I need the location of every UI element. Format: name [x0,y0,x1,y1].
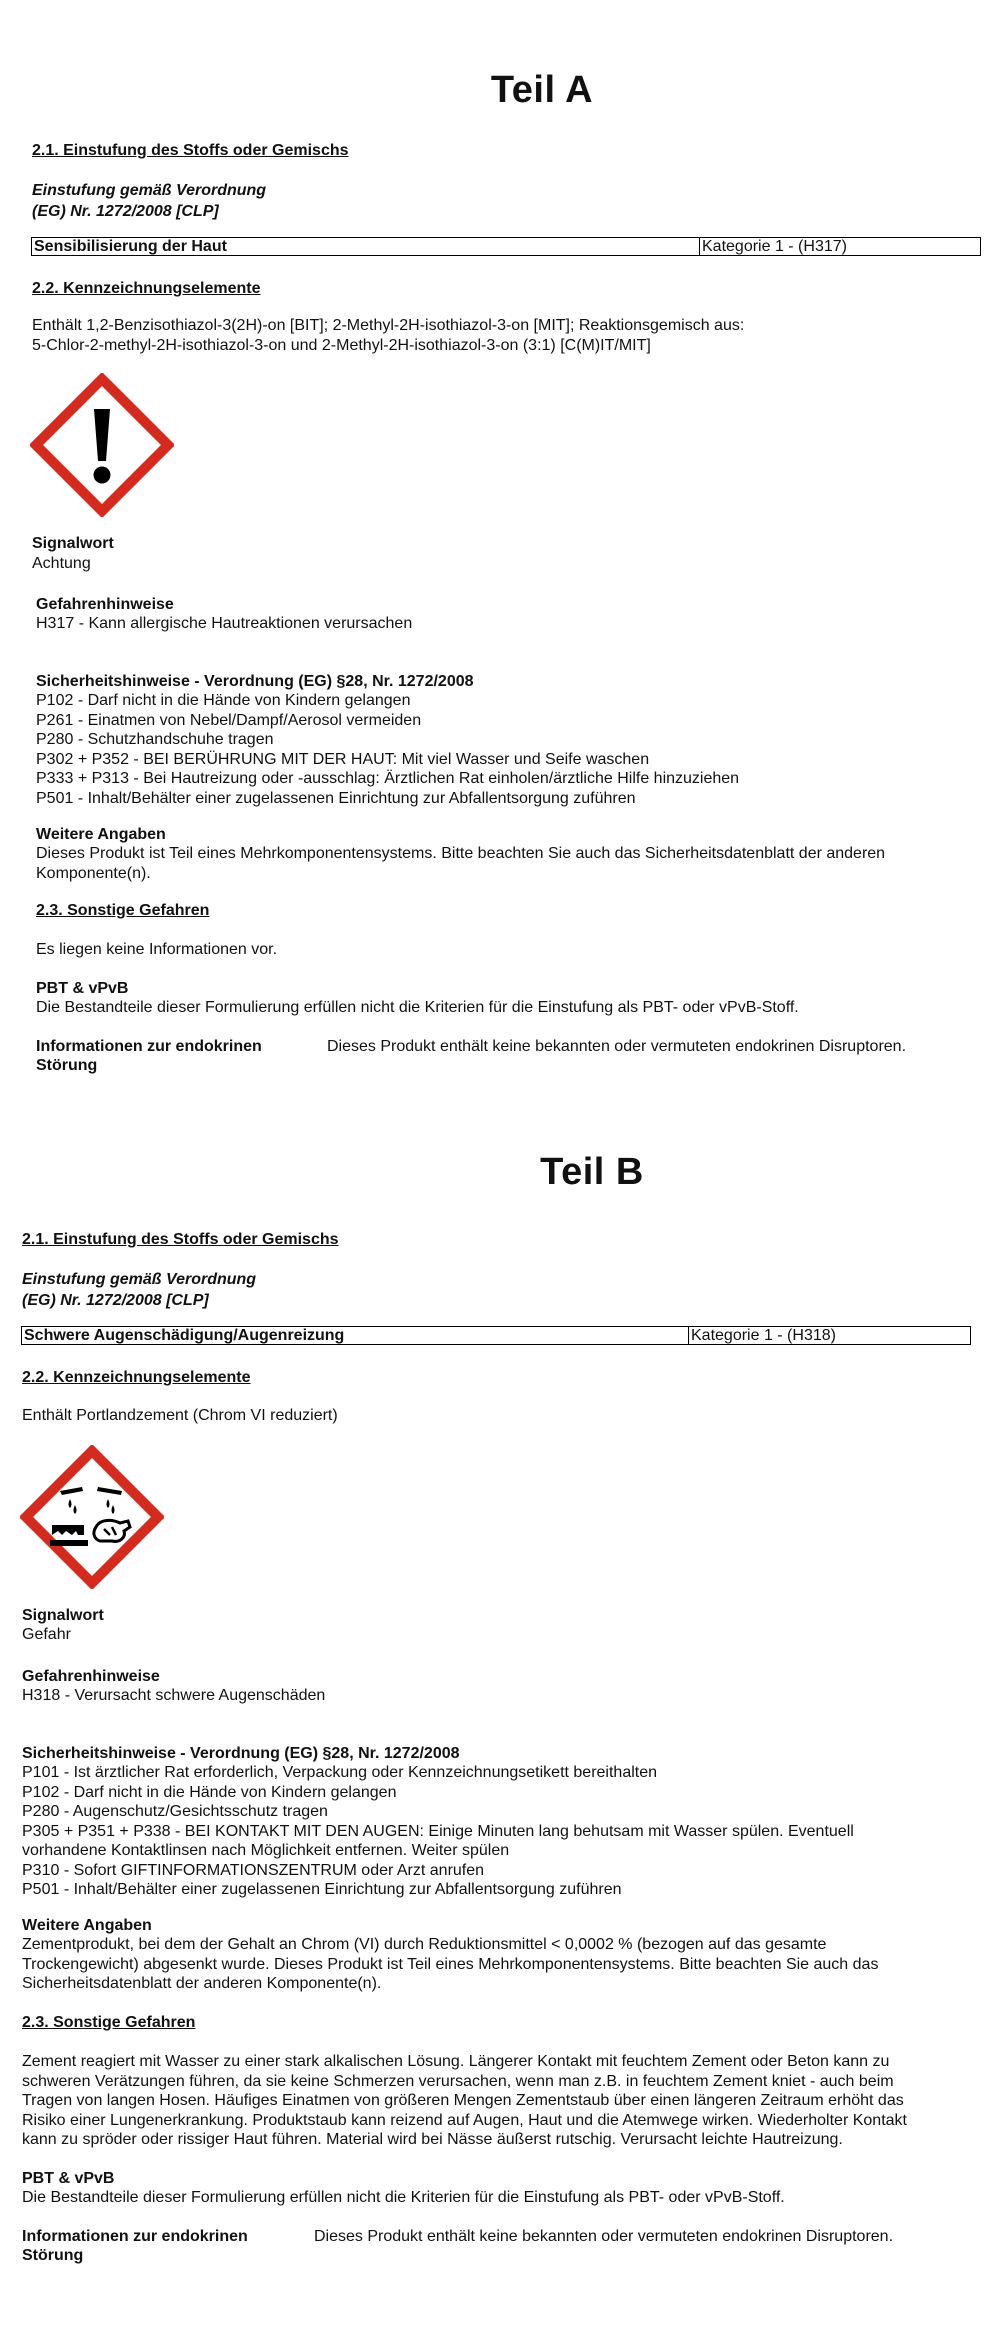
other-hazards-line: Zement reagiert mit Wasser zu einer stark alkalischen Lösung. Längerer Kontakt mit feuchtem Zement oder Beton kann zu [22,2053,890,2070]
precautionary-statement: P261 - Einatmen von Nebel/Dampf/Aerosol vermeiden [36,711,422,729]
pbt-vpvb-text: Die Bestandteile dieser Formulierung erfüllen nicht die Kriterien für die Einstufung als PBT- oder vPvB-Stoff. [22,2189,785,2206]
contains-statement [32,316,744,355]
precautionary-statement: P302 + P352 - BEI BERÜHRUNG MIT DER HAUT: Mit viel Wasser und Seife waschen [36,750,650,768]
hazard-statement: H318 - Verursacht schwere Augenschäden [22,1687,326,1704]
pbt-vpvb-label: PBT & vPvB [22,2170,115,2187]
endocrine-label-line: Störung [22,2247,84,2264]
section-2-1-heading: 2.1. Einstufung des Stoffs oder Gemischs [22,1231,339,1248]
hazard-statements-label: Gefahrenhinweise [22,1668,160,1685]
endocrine-label [22,2227,248,2265]
other-hazards-line: kann zu spröder oder rissiger Haut führen. Material wird bei Nässe äußerst rutschig. Verursacht leichte Hautreizung. [22,2131,843,2148]
pbt-vpvb-text: Die Bestandteile dieser Formulierung erfüllen nicht die Kriterien für die Einstufung als PBT- oder vPvB-Stoff. [36,999,799,1016]
contains-line-1: Enthält 1,2-Benzisothiazol-3(2H)-on [BIT]; 2-Methyl-2H-isothiazol-3-on [MIT]; Reaktionsgemisch aus: [32,317,745,334]
pbt-vpvb-label: PBT & vPvB [36,980,129,997]
section-2-1-heading: 2.1. Einstufung des Stoffs oder Gemischs [32,142,349,159]
further-info-label: Weitere Angaben [22,1917,152,1934]
signal-word-value: Achtung [32,555,91,572]
further-info-text [22,1935,878,1994]
precautionary-statements-label: Sicherheitshinweise - Verordnung (EG) §28, Nr. 1272/2008 [36,673,474,690]
regulation-line-1: Einstufung gemäß Verordnung [32,182,267,199]
precautionary-statements-label: Sicherheitshinweise - Verordnung (EG) §28, Nr. 1272/2008 [22,1745,460,1762]
regulation-line-2: (EG) Nr. 1272/2008 [CLP] [22,1292,209,1309]
precautionary-statement: P102 - Darf nicht in die Hände von Kindern gelangen [22,1783,397,1801]
endocrine-label-line: Informationen zur endokrinen [36,1038,262,1055]
signal-word-label: Signalwort [22,1607,104,1624]
section-2-3-heading: 2.3. Sonstige Gefahren [22,2014,196,2031]
regulation-line-2: (EG) Nr. 1272/2008 [CLP] [32,203,219,220]
section-2-2-heading: 2.2. Kennzeichnungselemente [32,280,261,297]
further-info-line: Sicherheitsdatenblatt der anderen Komponente(n). [22,1975,382,1992]
precautionary-statement: P305 + P351 + P338 - BEI KONTAKT MIT DEN AUGEN: Einige Minuten lang behutsam mit Wasser spülen. Eventuell [22,1822,854,1840]
precautionary-statement: P501 - Inhalt/Behälter einer zugelassenen Einrichtung zur Abfallentsorgung zuführen [36,789,636,807]
endocrine-text: Dieses Produkt enthält keine bekannten oder vermuteten endokrinen Disruptoren. [314,2228,894,2245]
part-b-title: Teil B [540,1151,644,1193]
other-hazards-line: Risiko einer Lungenerkrankung. Produktstaub kann reizend auf Augen, Haut und die Atemwege wirken. Wiederholter Kontakt [22,2111,907,2129]
precautionary-statement: P280 - Schutzhandschuhe tragen [36,731,274,748]
other-hazards-line: Tragen von langen Hosen. Häufiges Einatmen von größeren Mengen Zementstaub über einen längeren Zeitraum erhöht das [22,2092,904,2109]
contains-statement: Enthält Portlandzement (Chrom VI reduziert) [22,1407,338,1424]
endocrine-label-line: Störung [36,1057,98,1074]
corrosion-pictogram-icon [20,1445,164,1589]
endocrine-text: Dieses Produkt enthält keine bekannten oder vermuteten endokrinen Disruptoren. [327,1038,907,1055]
hazard-statements-label: Gefahrenhinweise [36,596,174,613]
classification-category-cell: Kategorie 1 - (H317) [702,238,847,255]
contains-line-2: 5-Chlor-2-methyl-2H-isothiazol-3-on und 2-Methyl-2H-isothiazol-3-on (3:1) [C(M)IT/MIT] [32,336,651,354]
classification-hazard-cell: Schwere Augenschädigung/Augenreizung [22,1327,689,1344]
section-2-2-heading: 2.2. Kennzeichnungselemente [22,1369,251,1386]
signal-word-value: Gefahr [22,1626,71,1643]
endocrine-label [36,1037,262,1075]
classification-table [31,237,981,256]
further-info-label: Weitere Angaben [36,826,166,843]
precautionary-statement: P280 - Augenschutz/Gesichtsschutz tragen [22,1803,328,1820]
other-hazards-text: Es liegen keine Informationen vor. [36,941,278,958]
further-info-line: Komponente(n). [36,864,151,882]
precautionary-statement: P102 - Darf nicht in die Hände von Kindern gelangen [36,692,411,709]
further-info-text [36,844,885,883]
classification-category-cell: Kategorie 1 - (H318) [691,1327,836,1344]
section-2-3-heading: 2.3. Sonstige Gefahren [36,902,210,919]
precautionary-statement: P501 - Inhalt/Behälter einer zugelassenen Einrichtung zur Abfallentsorgung zuführen [22,1881,622,1898]
precautionary-statement: vorhandene Kontaktlinsen nach Möglichkeit entfernen. Weiter spülen [22,1842,510,1859]
precautionary-statement: P333 + P313 - Bei Hautreizung oder -ausschlag: Ärztlichen Rat einholen/ärztliche Hilfe hinzuziehen [36,770,740,787]
regulation-line-1: Einstufung gemäß Verordnung [22,1271,257,1288]
classification-table [21,1326,971,1345]
precautionary-statement: P310 - Sofort GIFTINFORMATIONSZENTRUM oder Arzt anrufen [22,1861,485,1879]
other-hazards-text [22,2052,907,2150]
precautionary-statements-list [22,1763,854,1900]
signal-word-label: Signalwort [32,535,114,552]
classification-hazard-cell: Sensibilisierung der Haut [32,238,700,255]
regulation-reference [22,1269,256,1311]
other-hazards-line: schweren Verätzungen führen, da sie keine Schmerzen verursachen, wenn man z.B. in feuchtem Zement kniet - auch beim [22,2072,894,2090]
exclamation-mark-pictogram-icon [30,373,174,517]
further-info-line: Dieses Produkt ist Teil eines Mehrkomponentensystems. Bitte beachten Sie auch das Sicherheitsdatenblatt der anderen [36,845,886,862]
further-info-line: Trockengewicht) abgesenkt wurde. Dieses Produkt ist Teil eines Mehrkomponentensystems. Bitte beachten Sie auch das [22,1955,879,1973]
hazard-statement: H317 - Kann allergische Hautreaktionen verursachen [36,615,413,632]
precautionary-statement: P101 - Ist ärztlicher Rat erforderlich, Verpackung oder Kennzeichnungsetikett bereithalten [22,1764,658,1781]
part-a-title: Teil A [490,69,594,111]
regulation-reference [32,180,266,222]
further-info-line: Zementprodukt, bei dem der Gehalt an Chrom (VI) durch Reduktionsmittel < 0,0002 % (bezogen auf das gesamte [22,1936,827,1953]
precautionary-statements-list [36,691,739,808]
endocrine-label-line: Informationen zur endokrinen [22,2228,248,2245]
